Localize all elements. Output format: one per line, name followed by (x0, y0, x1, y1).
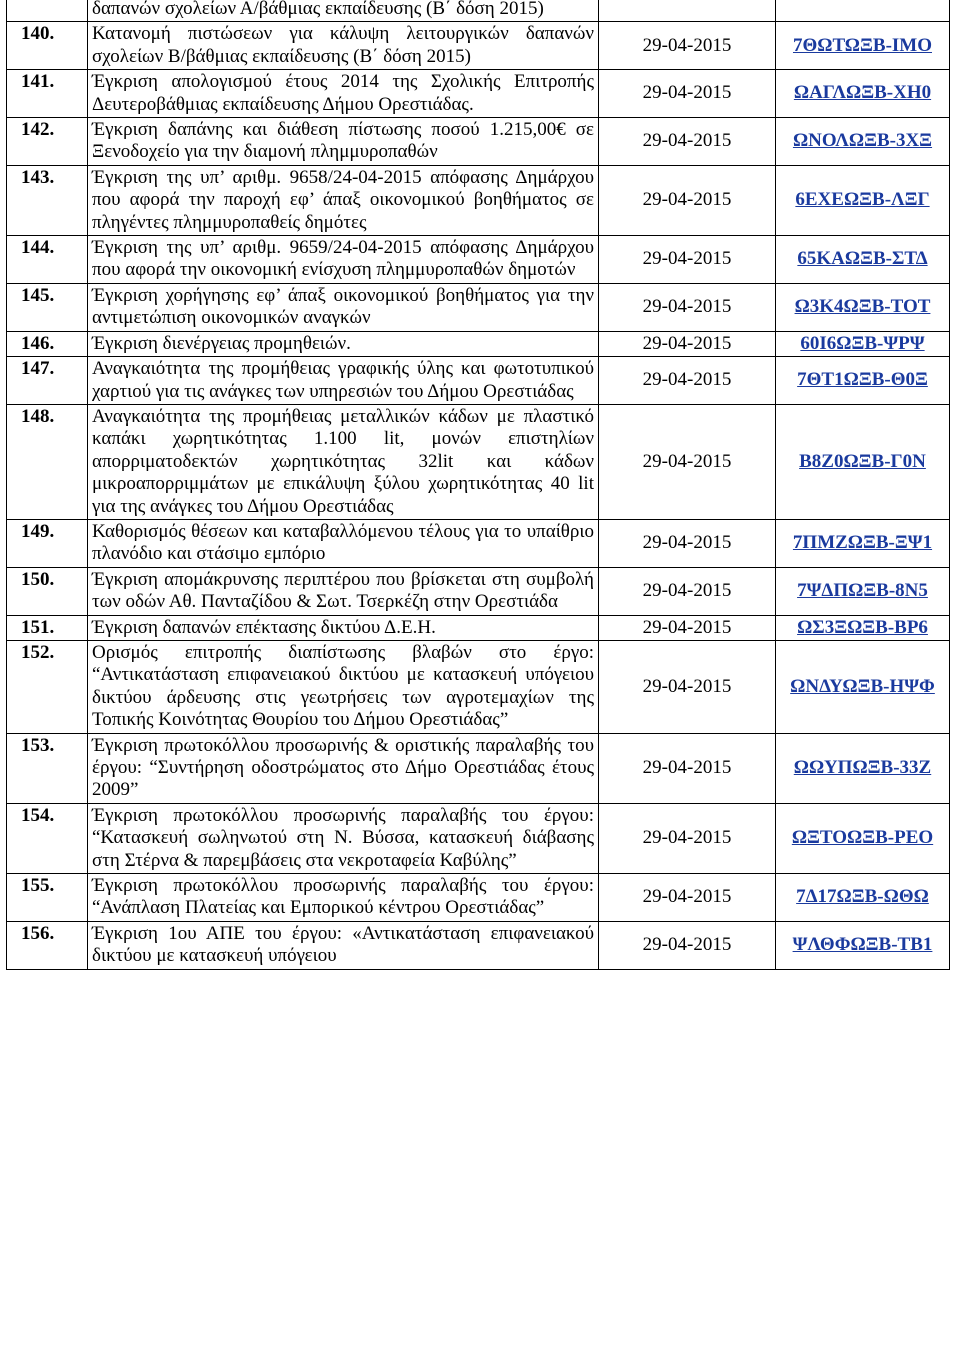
decision-description: Έγκριση πρωτοκόλλου προσωρινής & οριστικής παραλαβής του έργου: “Συντήρηση οδοστρώματος στο Δήμο Ορεστιάδας έτους 2009” (88, 733, 599, 803)
decision-number: 148. (7, 404, 88, 519)
decision-number: 151. (7, 615, 88, 640)
decision-description: Έγκριση της υπ’ αριθμ. 9659/24-04-2015 απόφασης Δημάρχου που αφορά την οικονομική ενίσχυση πλημμυροπαθών δημοτών (88, 236, 599, 284)
ada-link[interactable] (776, 640, 950, 733)
ada-link[interactable] (776, 283, 950, 331)
decision-number: 147. (7, 357, 88, 405)
ada-link-text[interactable]: ΩΞΤΟΩΞΒ-ΡΕΟ (791, 827, 934, 849)
table-row (7, 283, 950, 331)
decision-number: 146. (7, 331, 88, 356)
table-row (7, 519, 950, 567)
decision-description: Αναγκαιότητα της προμήθειας γραφικής ύλης και φωτοτυπικού χαρτιού για τις ανάγκες των υπηρεσιών του Δήμου Ορεστιάδας (88, 357, 599, 405)
decision-number: 140. (7, 22, 88, 70)
decision-number (7, 0, 88, 22)
ada-link-text[interactable]: 7Δ17ΩΞΒ-ΩΘΩ (796, 886, 929, 908)
decision-date: 29-04-2015 (599, 921, 776, 969)
decision-description: Έγκριση χορήγησης εφ’ άπαξ οικονομικού βοηθήματος για την αντιμετώπιση οικονομικών αναγκών (88, 283, 599, 331)
decision-description: Αναγκαιότητα της προμήθειας μεταλλικών κάδων με πλαστικό καπάκι χωρητικότητας 1.100 lit, μονών επιστηλίων απορριματοδεκτών χωρητικότητας 32lit και κάδων μικροαπορριμμάτων με επικάλυψη ξύλου χωρητικότητας 40 lit για της ανάγκες του Δήμου Ορεστιάδας (88, 404, 599, 519)
ada-link[interactable] (776, 921, 950, 969)
decision-date: 29-04-2015 (599, 118, 776, 166)
decision-number: 144. (7, 236, 88, 284)
ada-link[interactable] (776, 70, 950, 118)
ada-link[interactable] (776, 0, 950, 22)
decision-date: 29-04-2015 (599, 733, 776, 803)
decision-number: 155. (7, 874, 88, 922)
decision-date: 29-04-2015 (599, 615, 776, 640)
decisions-table-body (7, 0, 950, 969)
decision-description: Έγκριση δαπάνης και διάθεση πίστωσης ποσού 1.215,00€ σε Ξενοδοχείο για την διαμονή πλημμυροπαθών (88, 118, 599, 166)
decision-date: 29-04-2015 (599, 404, 776, 519)
decision-date: 29-04-2015 (599, 567, 776, 615)
ada-link-text[interactable]: ΩΝΟΛΩΞΒ-3ΧΞ (792, 130, 933, 152)
decision-description: Κατανομή πιστώσεων για κάλυψη λειτουργικών δαπανών σχολείων Β/βάθμιας εκπαίδευσης (Β΄ δόση 2015) (88, 22, 599, 70)
table-row (7, 22, 950, 70)
ada-link-text[interactable]: 7ΘΤ1ΩΞΒ-Θ0Ξ (797, 369, 928, 391)
decision-description: Έγκριση της υπ’ αριθμ. 9658/24-04-2015 απόφασης Δημάρχου που αφορά την παροχή εφ’ άπαξ οικονομικού βοηθήματος σε πληγέντες πλημμυροπαθείς δημότες (88, 165, 599, 235)
decision-number: 156. (7, 921, 88, 969)
table-row (7, 165, 950, 235)
table-row (7, 733, 950, 803)
decision-description: Έγκριση 1ου ΑΠΕ του έργου: «Αντικατάσταση επιφανειακού δικτύου με κατασκευή υπόγειου (88, 921, 599, 969)
table-row (7, 803, 950, 873)
decision-number: 150. (7, 567, 88, 615)
decision-date: 29-04-2015 (599, 357, 776, 405)
decision-date: 29-04-2015 (599, 165, 776, 235)
decision-date: 29-04-2015 (599, 803, 776, 873)
table-row (7, 236, 950, 284)
ada-link[interactable] (776, 236, 950, 284)
ada-link-text[interactable]: Β8Ζ0ΩΞΒ-Γ0Ν (799, 450, 926, 472)
decision-number: 152. (7, 640, 88, 733)
decision-number: 142. (7, 118, 88, 166)
decision-number: 149. (7, 519, 88, 567)
table-row (7, 118, 950, 166)
decision-description: Έγκριση απολογισμού έτους 2014 της Σχολικής Επιτροπής Δευτεροβάθμιας εκπαίδευσης Δήμου Ορεστιάδας. (88, 70, 599, 118)
table-row (7, 0, 950, 22)
ada-link[interactable] (776, 567, 950, 615)
decision-date: 29-04-2015 (599, 640, 776, 733)
decision-number: 154. (7, 803, 88, 873)
ada-link-text[interactable]: ΩΣ3ΞΩΞΒ-ΒΡ6 (797, 616, 928, 638)
ada-link-text[interactable]: 65ΚΑΩΞΒ-ΣΤΔ (797, 248, 928, 270)
decision-description: Έγκριση απομάκρυνσης περιπτέρου που βρίσκεται στη συμβολή των οδών Αθ. Πανταζίδου & Σωτ. Τσερκέζη στην Ορεστιάδα (88, 567, 599, 615)
table-row (7, 567, 950, 615)
ada-link-text[interactable]: ΩΩΥΠΩΞΒ-33Ζ (793, 757, 932, 778)
ada-link-text[interactable]: ΩΝΔΥΩΞΒ-ΗΨΦ (790, 675, 935, 697)
ada-link[interactable] (776, 118, 950, 166)
decision-description: δαπανών σχολείων Α/βάθμιας εκπαίδευσης (Β΄ δόση 2015) (88, 0, 599, 22)
ada-link[interactable] (776, 331, 950, 356)
decision-description: Καθορισμός θέσεων και καταβαλλόμενου τέλους για το υπαίθριο πλανόδιο και στάσιμο εμπόριο (88, 519, 599, 567)
ada-link[interactable] (776, 165, 950, 235)
ada-link[interactable] (776, 357, 950, 405)
ada-link[interactable] (776, 733, 950, 803)
ada-link[interactable] (776, 803, 950, 873)
decision-description: Ορισμός επιτροπής διαπίστωσης βλαβών στο έργο: “Αντικατάσταση επιφανειακού δικτύου με κατασκευή υπόγειου δικτύου άρδευσης στις γεωτρήσεις των αγροτεμαχίων της Τοπικής Κοινότητας Θουρίου του Δήμου Ορεστιάδας” (88, 640, 599, 733)
ada-link-text[interactable]: ΨΛΘΦΩΞΒ-ΤΒ1 (792, 934, 933, 956)
decision-description: Έγκριση πρωτοκόλλου προσωρινής παραλαβής του έργου: “Κατασκευή σωληνωτού στη Ν. Βύσσα, κατασκευή διάβασης στη Στέρνα & παρεμβάσεις στα νεκροταφεία Καβύλης” (88, 803, 599, 873)
decision-date: 29-04-2015 (599, 874, 776, 922)
ada-link-text[interactable]: Ω3Κ4ΩΞΒ-ΤΟΤ (794, 296, 931, 318)
table-row (7, 640, 950, 733)
ada-link[interactable] (776, 519, 950, 567)
ada-link[interactable] (776, 22, 950, 70)
ada-link[interactable] (776, 615, 950, 640)
ada-link-text[interactable]: ΩΑΓΛΩΞΒ-ΧΗ0 (793, 82, 932, 104)
ada-link-text[interactable]: 7ΘΩΤΩΞΒ-ΙΜΟ (792, 34, 932, 56)
table-row (7, 70, 950, 118)
decision-date (599, 0, 776, 22)
ada-link-text[interactable]: 7ΨΔΠΩΞΒ-8Ν5 (797, 579, 928, 601)
decision-date: 29-04-2015 (599, 22, 776, 70)
decision-description: Έγκριση πρωτοκόλλου προσωρινής παραλαβής του έργου: “Ανάπλαση Πλατείας και Εμπορικού κέντρου Ορεστιάδας” (88, 874, 599, 922)
table-row (7, 331, 950, 356)
table-row (7, 874, 950, 922)
decision-description: Έγκριση δαπανών επέκτασης δικτύου Δ.Ε.Η. (88, 615, 599, 640)
decisions-table (6, 0, 950, 970)
table-row (7, 615, 950, 640)
decision-number: 153. (7, 733, 88, 803)
decision-date: 29-04-2015 (599, 283, 776, 331)
decision-number: 141. (7, 70, 88, 118)
ada-link-text[interactable]: 60Ι6ΩΞΒ-ΨΡΨ (800, 332, 925, 354)
decision-description: Έγκριση διενέργειας προμηθειών. (88, 331, 599, 356)
decision-number: 145. (7, 283, 88, 331)
table-row (7, 404, 950, 519)
ada-link[interactable] (776, 874, 950, 922)
ada-link[interactable] (776, 404, 950, 519)
ada-link-text[interactable]: 7ΠΜΖΩΞΒ-ΞΨ1 (792, 532, 933, 554)
decision-date: 29-04-2015 (599, 236, 776, 284)
decision-date: 29-04-2015 (599, 70, 776, 118)
decision-date: 29-04-2015 (599, 331, 776, 356)
ada-link-text[interactable]: 6ΕΧΕΩΞΒ-ΛΞΓ (795, 189, 930, 211)
table-row (7, 921, 950, 969)
decision-number: 143. (7, 165, 88, 235)
table-row (7, 357, 950, 405)
decision-date: 29-04-2015 (599, 519, 776, 567)
